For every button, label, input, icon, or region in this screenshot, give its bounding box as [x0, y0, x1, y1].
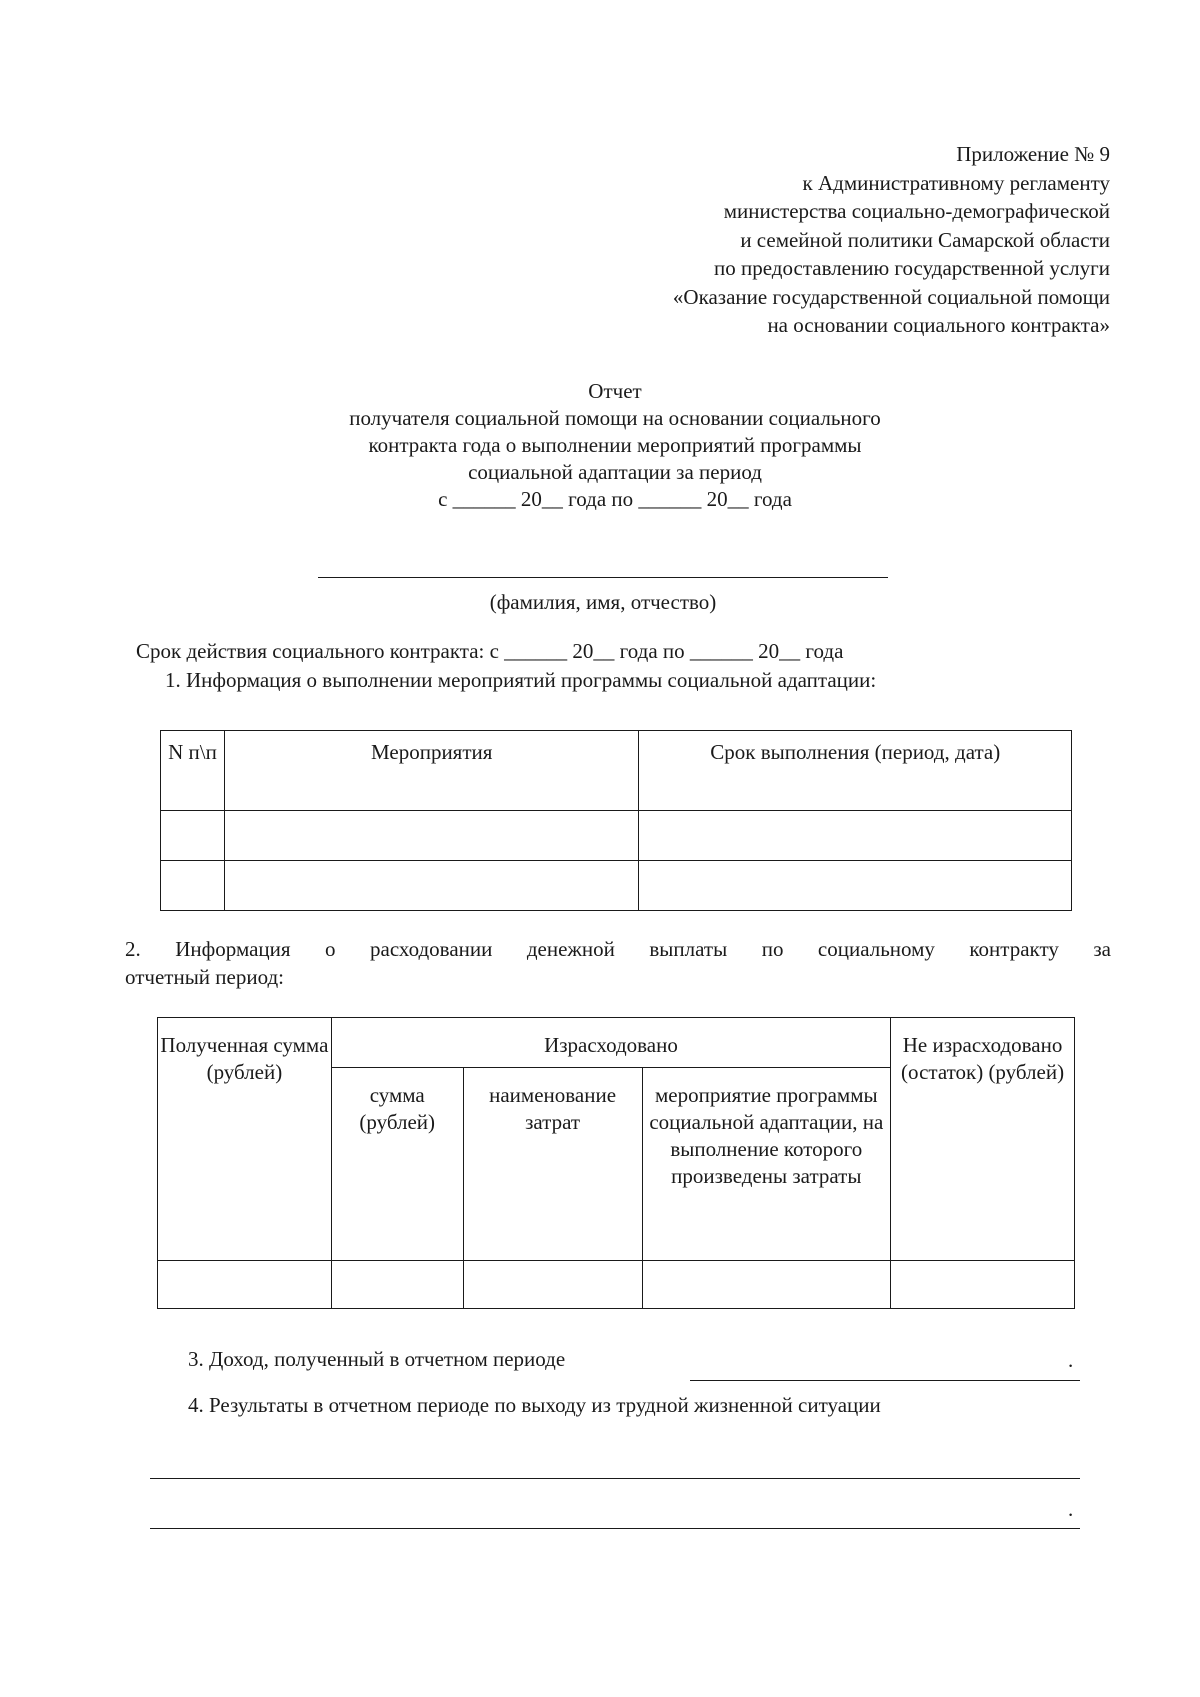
income-blank-line[interactable]: [690, 1380, 1080, 1381]
annex-line: по предоставлению государственной услуги: [714, 256, 1110, 280]
annex-line: к Административному регламенту: [802, 170, 1110, 195]
table-cell[interactable]: [331, 1261, 463, 1309]
section2-heading: 2. Информация о расходовании денежной выплаты по социальному контракту за: [125, 937, 1111, 961]
annex-header: [673, 140, 1110, 340]
table-cell[interactable]: [639, 861, 1072, 911]
table-cell[interactable]: [891, 1261, 1075, 1309]
section4-end-mark: .: [1068, 1497, 1074, 1521]
section3-label: 3. Доход, полученный в отчетном периоде: [188, 1347, 566, 1371]
contract-term: Срок действия социального контракта: с ______ 20__ года по ______ 20__ года: [136, 639, 844, 663]
annex-line: «Оказание государственной социальной помощи: [672, 284, 1110, 309]
col-unspent-header: Не израсходовано (остаток) (рублей): [891, 1018, 1075, 1261]
table-row: [161, 811, 1072, 861]
col-spent-group-header: Израсходовано: [331, 1018, 890, 1068]
table-cell[interactable]: [161, 811, 225, 861]
table-cell[interactable]: [642, 1261, 891, 1309]
section3-end-mark: .: [1068, 1348, 1074, 1372]
table-cell[interactable]: [224, 861, 639, 911]
col-deadline-header: Срок выполнения (период, дата): [639, 731, 1072, 811]
table-cell[interactable]: [161, 861, 225, 911]
table-cell[interactable]: [158, 1261, 332, 1309]
report-heading: Отчет: [588, 379, 642, 403]
expenses-table: [157, 1017, 1075, 1309]
fio-blank-line: [318, 577, 888, 578]
annex-line: и семейной политики Самарской области: [740, 227, 1110, 252]
results-blank-line[interactable]: [150, 1478, 1080, 1479]
annex-line: на основании социального контракта»: [767, 313, 1110, 337]
report-title-line: получателя социальной помощи на основании социального: [349, 406, 881, 430]
section2-heading-cont: отчетный период:: [125, 965, 285, 989]
results-blank-line[interactable]: [150, 1528, 1080, 1529]
annex-line: Приложение № 9: [956, 142, 1110, 166]
table-cell[interactable]: [639, 811, 1072, 861]
col-num-header: N п\п: [161, 731, 225, 811]
report-title-line: социальной адаптации за период: [468, 460, 762, 484]
report-period-line: с ______ 20__ года по ______ 20__ года: [438, 487, 792, 511]
col-spent-amount-header: сумма (рублей): [331, 1068, 463, 1261]
report-title: [200, 378, 1030, 513]
table-cell[interactable]: [224, 811, 639, 861]
section1-heading: 1. Информация о выполнении мероприятий программы социальной адаптации:: [165, 668, 877, 692]
col-spent-name-header: наименование затрат: [463, 1068, 642, 1261]
col-received-header: Полученная сумма (рублей): [158, 1018, 332, 1261]
annex-line: министерства социально-демографической: [723, 199, 1110, 223]
table-row: [158, 1261, 1075, 1309]
table-cell[interactable]: [463, 1261, 642, 1309]
table-row: [161, 861, 1072, 911]
fio-caption: (фамилия, имя, отчество): [489, 590, 717, 614]
col-spent-activity-header: мероприятие программы социальной адаптации, на выполнение которого произведены затраты: [642, 1068, 891, 1261]
activities-table: [160, 730, 1072, 911]
section4-label: 4. Результаты в отчетном периоде по выходу из трудной жизненной ситуации: [188, 1393, 881, 1417]
col-activity-header: Мероприятия: [224, 731, 639, 811]
report-title-line: контракта года о выполнении мероприятий программы: [368, 433, 862, 457]
